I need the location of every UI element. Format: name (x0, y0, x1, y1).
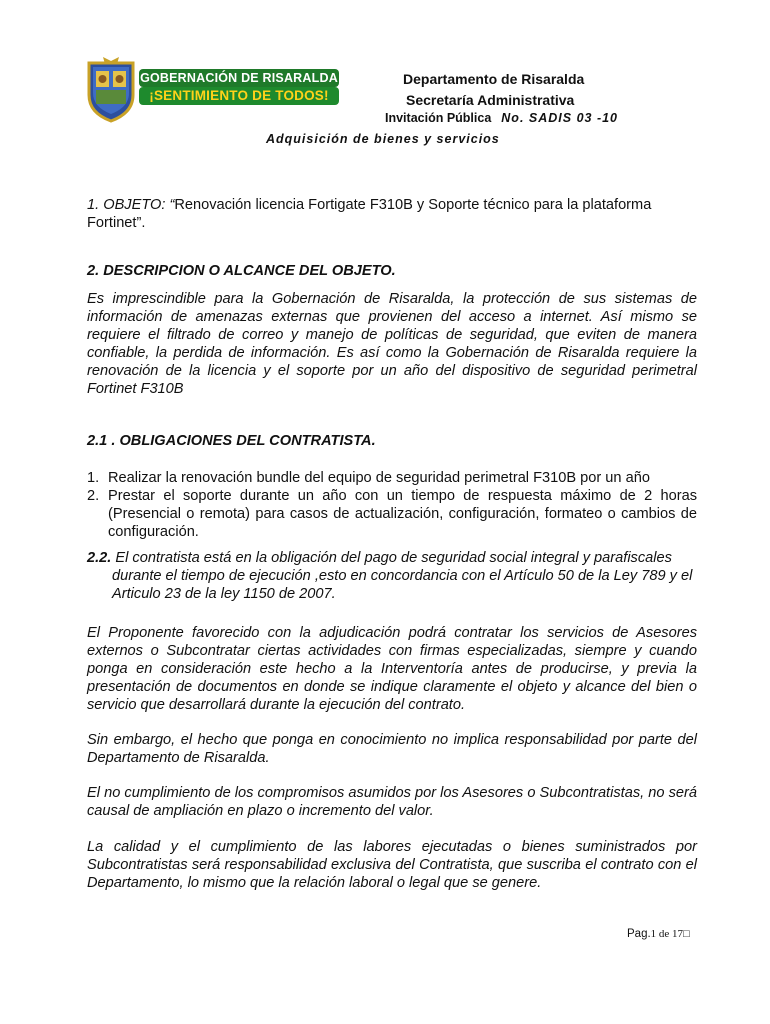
paragraph-incumplimiento: El no cumplimiento de los compromisos asumidos por los Asesores o Subcontratistas, no será causal de ampliación en plazo o incremento del valor. (87, 785, 697, 819)
missing-glyph-icon: □ (683, 928, 690, 940)
list-item (87, 487, 697, 541)
list-text: Realizar la renovación bundle del equipo de seguridad perimetral F310B por un año (108, 470, 650, 486)
paragraph-calidad: La calidad y el cumplimiento de las labores ejecutadas o bienes suministrados por Subcontratistas será responsabilidad exclusiva del Contratista, que suscriba el contrato con el Departamento, lo mismo que la relación laboral o legal que se genere. (87, 839, 697, 891)
gobernacion-logo (83, 55, 345, 123)
list-number: 2. (87, 488, 100, 504)
paragraph-sin-embargo: Sin embargo, el hecho que ponga en conocimiento no implica responsabilidad por parte del Departamento de Risaralda. (87, 732, 697, 766)
objeto-paragraph (87, 196, 687, 232)
list-item (87, 469, 697, 487)
objeto-label: 1. OBJETO: “ (87, 197, 175, 213)
list-number: 1. (87, 470, 100, 486)
objeto-text: Renovación licencia Fortigate F310B y Soporte técnico para la plataforma Fortinet”. (87, 197, 652, 231)
obligacion-first-line: El contratista está en la obligación del pago de seguridad social integral y parafiscales (111, 550, 672, 566)
paragraph-proponente: El Proponente favorecido con la adjudicación podrá contratar los servicios de Asesores externos o Subcontratar ciertas actividades con firmas especializadas, siempre y cuando ponga en consideración este hecho a la Interventoría antes de producirse, y previa la presentación de documentos en donde se indique claramente el objeto y alcance del bien o servicio que desarrollará durante la ejecución del contrato. (87, 625, 697, 713)
obligacion-rest: durante el tiempo de ejecución ,esto en concordancia con el Artículo 50 de la Ley 789 y el Articulo 23 de la ley 1150 de 2007. (112, 568, 693, 602)
page-number (627, 928, 690, 940)
page-label: Pag. (627, 928, 651, 940)
invitation-number: No. SADIS 03 -10 (501, 111, 619, 125)
department-title: Departamento de Risaralda (403, 71, 585, 87)
page-count: 1 de 17 (650, 928, 684, 940)
subject-title: Adquisición de bienes y servicios (266, 132, 500, 146)
section-heading-descripcion: 2. DESCRIPCION O ALCANCE DEL OBJETO. (87, 263, 396, 279)
logo-title: GOBERNACIÓN DE RISARALDA (140, 71, 338, 85)
descripcion-paragraph: Es imprescindible para la Gobernación de Risaralda, la protección de sus sistemas de información de amenazas externas que provienen del acceso a internet. Así mismo se requiere el filtrado de correo y manejo de políticas de seguridad, que eviten de manera confiable, la perdida de información. Es así como la Gobernación de Risaralda requiere la renovación de la licencia y el soporte por un año del dispositivo de seguridad perimetral Fortinet F310B (87, 291, 697, 397)
invitation-label: Invitación Pública (385, 111, 492, 125)
logo-slogan: ¡SENTIMIENTO DE TODOS! (139, 87, 339, 105)
obligacion-seguridad-social (87, 549, 697, 603)
coat-of-arms-icon (83, 55, 139, 123)
list-text: Prestar el soporte durante un año con un tiempo de respuesta máximo de 2 horas (Presencial o remota) para casos de actualización, configuración, formateo o cambios de configuración. (108, 488, 697, 540)
section-label-2-2: 2.2. (87, 550, 112, 566)
secretariat-title: Secretaría Administrativa (406, 92, 575, 108)
invitation-line (385, 111, 618, 125)
section-heading-obligaciones: 2.1 . OBLIGACIONES DEL CONTRATISTA. (87, 433, 376, 449)
